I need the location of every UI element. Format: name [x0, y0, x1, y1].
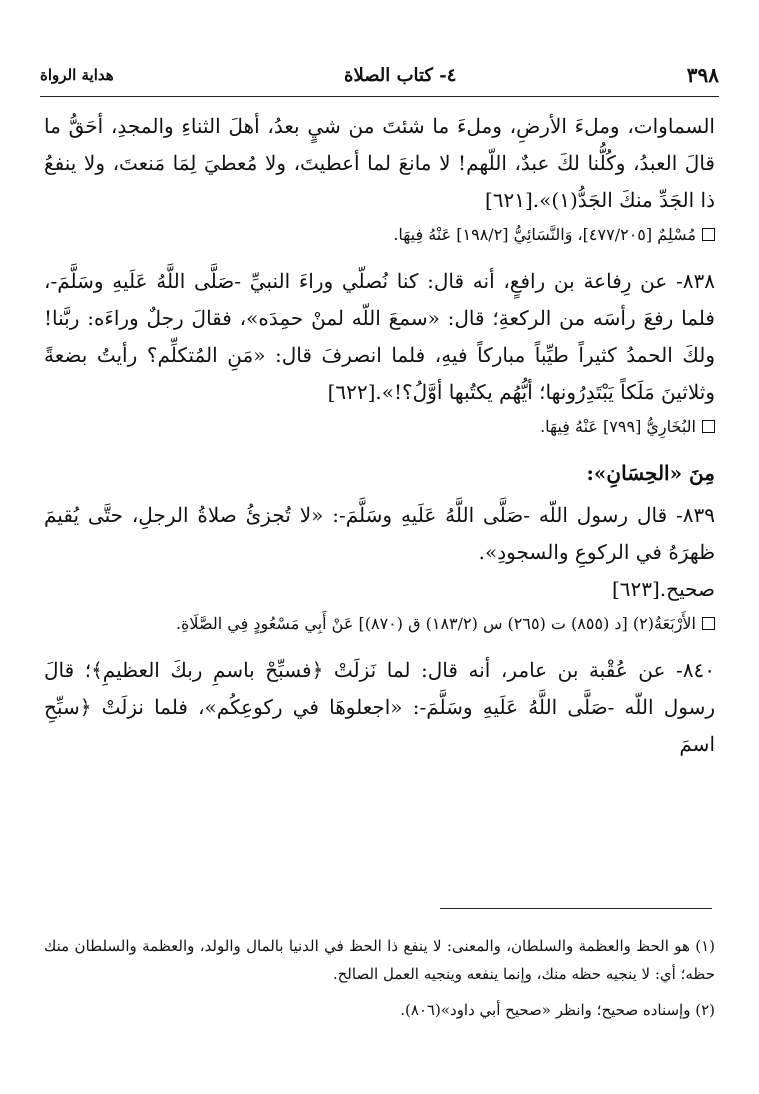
intro-paragraph: السماوات، وملءَ الأرضِ، وملءَ ما شئتَ من شيٍ بعدُ، أهلَ الثناءِ والمجدِ، أحَقُّ ما قالَ العبدُ، وكُلُّنا لكَ عبدٌ، اللّهم! لا مانعَ لما أعطيتَ، ولا مُعطيَ لِمَا مَنعتَ، ولا ينفعُ ذا الجَدِّ منكَ الجَدُّ(١)».[٦٢١]	[44, 114, 715, 212]
footnote-2: (٢) وإسناده صحيح؛ وانظر «صحيح أبي داود»(٨٠٦).	[400, 1001, 715, 1019]
header-divider	[40, 96, 719, 97]
page-number: ٣٩٨	[686, 63, 719, 87]
square-bullet-icon	[702, 617, 715, 630]
square-bullet-icon	[702, 228, 715, 241]
footnote-1: (١) هو الحظ والعظمة والسلطان، والمعنى: لا ينفع ذا الحظ في الدنيا بالمال والولد، والعظمة والسلطان منك حظه؛ أي: لا ينجيه حظه منك، وإنما ينفعه وينجيه العمل الصالح.	[44, 937, 715, 983]
source-reference	[44, 221, 715, 249]
hadith-839: ٨٣٩- قال رسول اللّه -صَلَّى اللَّهُ عَلَيهِ وسَلَّمَ-: «لا تُجزئُ صلاةُ الرجلِ، حتَّى يُقيمَ ظهرَهُ في الركوعِ والسجودِ».	[44, 503, 715, 564]
square-bullet-icon	[702, 420, 715, 433]
source-reference	[44, 610, 715, 638]
source-reference	[44, 413, 715, 441]
source-reference-text: البُخَارِيُّ [٧٩٩] عَنْهُ فِيهَا.	[540, 417, 696, 436]
source-reference-text: الأَرْبَعَةُ(٢) [د (٨٥٥) ت (٢٦٥) س (١٨٣/٢) ق (٨٧٠)] عَنْ أَبِي مَسْعُودٍ فِي الصَّلَاةِ.	[175, 614, 696, 633]
page-header	[40, 58, 719, 92]
hadith-838: ٨٣٨- عن رِفاعة بن رافعٍ، أنه قال: كنا نُصلّي وراءَ النبيِّ -صَلَّى اللَّهُ عَلَيهِ وسَلَّمَ-، فلما رفعَ رأسَه من الركعةِ؛ قال: «سمعَ اللّه لمنْ حمِدَه»، فقالَ رجلٌ وراءَه: ربَّنا! ولكَ الحمدُ كثيراً طيِّباً مباركاً فيهِ، فلما انصرفَ قال: «مَنِ المُتكلِّم؟ رأيتُ بضعةً وثلاثينَ مَلَكاً يَبْتَدِرُونها؛ أيُّهُم يكتُبها أوَّلُ؟!».[٦٢٢]	[44, 269, 715, 404]
running-title: هداية الرواة	[40, 66, 114, 84]
footnote-divider	[440, 908, 712, 909]
chapter-title: ٤- كتاب الصلاة	[344, 64, 457, 86]
hadith-840: ٨٤٠- عن عُقْبة بن عامر، أنه قال: لما نَزلَتْ ﴿فسبِّحْ باسمِ ربكَ العظيمِ﴾؛ قالَ رسول اللّه -صَلَّى اللَّهُ عَلَيهِ وسَلَّمَ-: «اجعلوهَا في ركوعِكُم»، فلما نزلَتْ ﴿سبِّحِ اسمَ	[44, 658, 715, 756]
footnotes	[44, 932, 715, 1032]
section-heading: مِنَ «الحِسَانِ»:	[586, 461, 715, 485]
source-reference-text: مُسْلِمٌ [٤٧٧/٢٠٥]، وَالنَّسَائِيُّ [١٩٨/٢] عَنْهُ فِيهَا.	[393, 225, 696, 244]
hadith-grade: صحيح.[٦٢٣]	[611, 577, 715, 601]
main-text	[44, 108, 715, 763]
